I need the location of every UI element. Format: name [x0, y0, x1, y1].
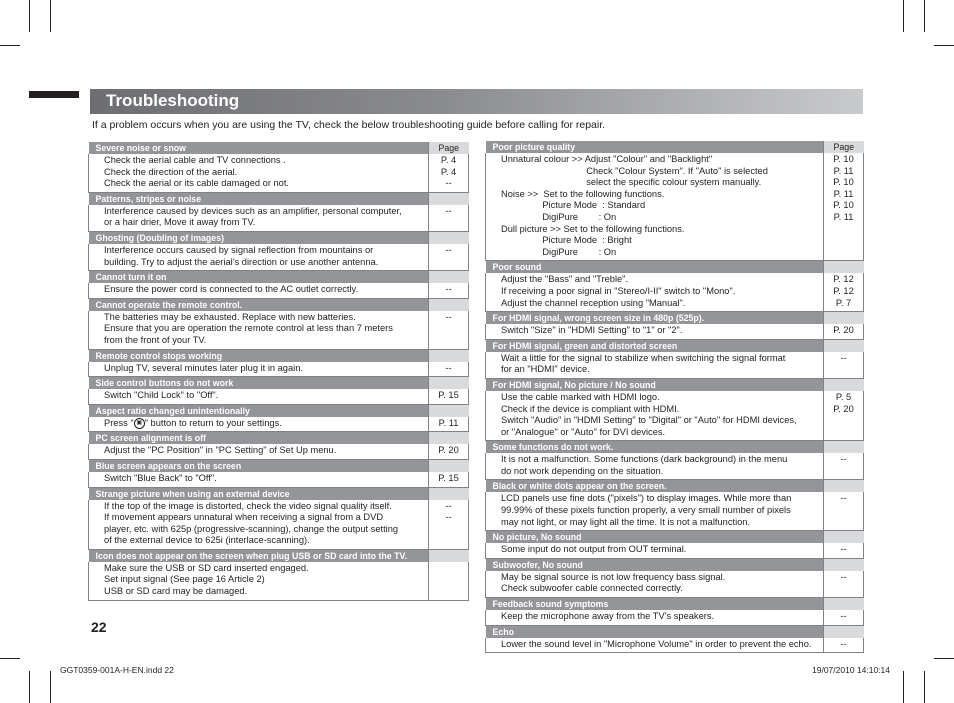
intro-text: If a problem occurs when you are using the TV, check the below troubleshooting guide before calling for repair. — [92, 119, 606, 131]
section-body-row — [486, 638, 864, 653]
page-ref: P. 20 — [438, 445, 459, 456]
section-body-row — [89, 244, 469, 271]
section-line: or a hair drier, Move it away from TV. — [104, 217, 256, 228]
section-body-row — [89, 362, 469, 377]
section-body-row — [89, 472, 469, 487]
crop-mark — [924, 0, 925, 32]
section-line: Switch "Size" in "HDMI Setting" to "1" or "2". — [501, 325, 683, 336]
page-ref: P. 11 — [833, 211, 854, 222]
section-header: Echo — [486, 625, 824, 638]
section-line: or "Analogue" or "Auto" for DVI devices. — [501, 426, 666, 437]
section-line: If the top of the image is distorted, check the video signal quality itself. — [104, 500, 392, 511]
section-header-page — [429, 377, 469, 390]
section-text — [486, 638, 824, 653]
section-header: Strange picture when using an external device — [89, 487, 429, 500]
section-header: For HDMI signal, No picture / No sound — [486, 378, 824, 391]
section-header: Patterns, stripes or noise — [89, 192, 429, 205]
section-header-row — [89, 404, 469, 417]
page-ref: P. 20 — [833, 325, 854, 336]
section-page-ref — [429, 562, 469, 600]
section-text — [89, 244, 429, 271]
page-ref: -- — [445, 205, 452, 216]
section-page-ref — [824, 273, 864, 311]
page-ref: -- — [445, 311, 452, 322]
section-header-row — [486, 441, 864, 454]
section-line: Press " ▣ " button to return to your settings. — [104, 417, 282, 428]
section-line: Lower the sound level in "Microphone Volume" in order to prevent the echo. — [501, 638, 812, 649]
section-body-row — [486, 571, 864, 598]
page-ref: -- — [840, 493, 847, 504]
section-header-page — [429, 192, 469, 205]
page-ref: -- — [445, 362, 452, 373]
section-text — [89, 500, 429, 550]
section-header-row — [486, 598, 864, 611]
section-line: Ensure that you are operation the remote control at less than 7 meters — [104, 323, 393, 334]
section-page-ref — [429, 283, 469, 298]
section-header-row — [89, 487, 469, 500]
section-header-row — [486, 625, 864, 638]
section-line: Ensure the power cord is connected to the AC outlet correctly. — [104, 284, 359, 295]
page-ref: P. 12 — [833, 274, 854, 285]
page-ref: P. 11 — [833, 165, 854, 176]
section-header: Poor sound — [486, 261, 824, 274]
section-text — [89, 417, 429, 432]
section-header: Black or white dots appear on the screen. — [486, 480, 824, 493]
section-line: If receiving a poor signal in "Stereo/I-II" switch to "Mono". — [501, 285, 736, 296]
section-line: Interference caused by devices such as an amplifier, personal computer, — [104, 205, 402, 216]
page-ref: -- — [840, 638, 847, 649]
section-header: No picture, No sound — [486, 531, 824, 544]
page-ref: P. 7 — [835, 297, 852, 308]
section-page-ref — [429, 500, 469, 550]
section-body-row — [486, 543, 864, 558]
page-title: Troubleshooting — [106, 91, 240, 110]
section-text — [89, 562, 429, 600]
section-line: of the external device to 625i (interlace-scanning). — [104, 535, 310, 546]
section-line: Unnatural colour >> Adjust "Colour" and "Backlight" — [501, 154, 713, 164]
section-header: Cannot turn it on — [89, 271, 429, 284]
crop-mark — [903, 671, 904, 703]
section-text — [486, 543, 824, 558]
section-line: LCD panels use fine dots ("pixels") to display images. While more than — [501, 493, 792, 504]
section-line: Dull picture >> Set to the following functions. — [501, 223, 685, 234]
section-text — [486, 610, 824, 625]
section-header-row — [486, 312, 864, 325]
section-body-row — [89, 500, 469, 550]
section-line: Switch "Blue Back" to "Off". — [104, 472, 217, 483]
section-line: 99.99% of these pixels function properly, a very small number of pixels — [501, 505, 791, 516]
crop-mark — [924, 671, 925, 703]
section-line: Adjust the "Bass" and "Treble". — [501, 274, 629, 285]
section-line: Picture Mode : Bright — [501, 235, 632, 246]
page-ref: -- — [840, 544, 847, 555]
section-body-row — [89, 154, 469, 192]
section-text — [89, 205, 429, 232]
section-page-ref — [429, 311, 469, 349]
section-header-page — [429, 349, 469, 362]
section-text — [486, 492, 824, 530]
section-page-ref — [824, 610, 864, 625]
section-body-row — [89, 444, 469, 459]
section-text — [89, 154, 429, 192]
section-header-row — [89, 432, 469, 445]
section-page-ref — [429, 362, 469, 377]
section-line: USB or SD card may be damaged. — [104, 586, 248, 597]
crop-mark — [29, 0, 30, 32]
section-header-page: Page — [429, 142, 469, 154]
section-line: Check the aerial cable and TV connections . — [104, 155, 286, 165]
section-line: DigiPure : On — [501, 211, 617, 222]
section-line: Check "Colour System". If "Auto" is selected — [501, 165, 768, 176]
section-page-ref — [824, 153, 864, 261]
section-body-row — [89, 205, 469, 232]
section-line: DigiPure : On — [501, 246, 617, 257]
footer-timestamp: 19/07/2010 14:10:14 — [812, 665, 890, 675]
section-line: Interference occurs caused by signal reflection from mountains or — [104, 244, 374, 255]
section-header-row — [89, 271, 469, 284]
page-ref: -- — [840, 352, 847, 363]
section-header-row — [89, 298, 469, 311]
crop-mark — [934, 658, 954, 659]
section-line: Check the direction of the aerial. — [104, 166, 238, 177]
section-header-page — [824, 625, 864, 638]
section-body-row — [486, 352, 864, 379]
section-tab-marker — [29, 91, 79, 98]
section-page-ref — [824, 571, 864, 598]
section-text — [89, 311, 429, 349]
section-header-row — [486, 339, 864, 352]
page-ref: P. 11 — [833, 188, 854, 199]
section-header-page — [429, 271, 469, 284]
section-header: Aspect ratio changed unintentionally — [89, 404, 429, 417]
section-header-page — [824, 261, 864, 274]
section-header-page — [824, 339, 864, 352]
section-page-ref — [429, 244, 469, 271]
left-troubleshooting-table — [88, 142, 469, 601]
section-line: Wait a little for the signal to stabilize when switching the signal format — [501, 352, 786, 363]
section-header-row — [486, 378, 864, 391]
section-text — [89, 472, 429, 487]
section-line: player, etc. with 625p (progressive-scanning), change the output setting — [104, 523, 399, 534]
section-page-ref — [824, 324, 864, 339]
section-header-row — [89, 192, 469, 205]
section-header-row — [486, 531, 864, 544]
crop-mark — [903, 0, 904, 32]
section-header-page — [824, 531, 864, 544]
section-line: Adjust the channel reception using "Manual". — [501, 297, 686, 308]
page-number: 22 — [91, 619, 107, 635]
page-ref: -- — [445, 178, 452, 189]
section-header-page — [824, 598, 864, 611]
crop-mark — [0, 45, 20, 46]
section-header-row — [89, 231, 469, 244]
section-page-ref — [429, 154, 469, 192]
footer-file-name: GGT0359-001A-H-EN.indd 22 — [60, 665, 174, 675]
section-header: Feedback sound symptoms — [486, 598, 824, 611]
section-line: do not work depending on the situation. — [501, 465, 664, 476]
page-ref: P. 4 — [440, 155, 457, 165]
page-ref: -- — [445, 500, 452, 511]
section-text — [89, 362, 429, 377]
section-body-row — [89, 417, 469, 432]
picture-size-button-icon: ▣ — [134, 418, 145, 429]
section-header: Cannot operate the remote control. — [89, 298, 429, 311]
section-line: Switch "Audio" in "HDMI Setting" to "Digital" or "Auto" for HDMI devices, — [501, 415, 797, 426]
left-table-body — [89, 142, 469, 600]
section-text — [486, 273, 824, 311]
section-line: may not light, or may light all the time. It is not a malfunction. — [501, 516, 751, 527]
section-body-row — [486, 453, 864, 480]
section-header: For HDMI signal, green and distorted screen — [486, 339, 824, 352]
section-line: Set input signal (See page 16 Article 2) — [104, 574, 265, 585]
section-text — [89, 389, 429, 404]
section-line: Switch "Child Lock" to "Off". — [104, 390, 219, 401]
crop-mark — [50, 0, 51, 32]
right-table-body — [486, 141, 864, 653]
section-header: Severe noise or snow — [89, 142, 429, 154]
section-text — [89, 283, 429, 298]
section-line: for an "HDMI" device. — [501, 364, 590, 375]
section-header: Side control buttons do not work — [89, 377, 429, 390]
section-line: Some input do not output from OUT terminal. — [501, 544, 687, 555]
section-header-page — [824, 558, 864, 571]
section-body-row — [486, 492, 864, 530]
section-header: Blue screen appears on the screen — [89, 459, 429, 472]
section-line: The batteries may be exhausted. Replace with new batteries. — [104, 311, 356, 322]
section-body-row — [89, 562, 469, 600]
section-body-row — [89, 311, 469, 349]
section-header-row — [89, 377, 469, 390]
page-ref: -- — [445, 244, 452, 255]
section-body-row — [486, 273, 864, 311]
page-ref: P. 4 — [440, 166, 457, 177]
section-line: building. Try to adjust the aerial’s direction or use another antenna. — [104, 256, 379, 267]
crop-mark — [934, 45, 954, 46]
page-ref: -- — [840, 454, 847, 465]
section-header: For HDMI signal, wrong screen size in 480p (525p). — [486, 312, 824, 325]
page-ref: P. 10 — [833, 177, 854, 188]
section-body-row — [486, 153, 864, 261]
section-header-page — [429, 432, 469, 445]
section-line: Check if the device is compliant with HDMI. — [501, 403, 680, 414]
crop-mark — [29, 671, 30, 703]
section-page-ref — [824, 543, 864, 558]
section-header-row — [486, 558, 864, 571]
crop-mark — [0, 658, 20, 659]
section-text — [486, 352, 824, 379]
page-ref: P. 5 — [835, 391, 852, 402]
section-header-page — [429, 459, 469, 472]
section-page-ref — [824, 638, 864, 653]
section-text — [486, 571, 824, 598]
section-page-ref — [824, 492, 864, 530]
section-header-row — [89, 349, 469, 362]
section-line: Keep the microphone away from the TV’s speakers. — [501, 611, 715, 622]
section-header: Remote control stops working — [89, 349, 429, 362]
section-header-page — [824, 378, 864, 391]
right-troubleshooting-table — [485, 141, 864, 653]
section-header-page — [429, 487, 469, 500]
section-header-page — [429, 298, 469, 311]
section-page-ref — [429, 417, 469, 432]
section-page-ref — [429, 205, 469, 232]
section-page-ref — [824, 391, 864, 441]
section-line: Make sure the USB or SD card inserted engaged. — [104, 562, 309, 573]
page-ref: -- — [445, 284, 452, 295]
section-header-row — [486, 261, 864, 274]
section-line: Noise >> Set to the following functions. — [501, 188, 665, 199]
section-header-page — [429, 549, 469, 562]
page-ref: -- — [840, 611, 847, 622]
section-header: Poor picture quality — [486, 141, 824, 153]
section-line: It is not a malfunction. Some functions (dark background) in the menu — [501, 454, 788, 465]
section-body-row — [486, 610, 864, 625]
section-line: Check subwoofer cable connected correctly. — [501, 583, 683, 594]
section-header-page — [429, 404, 469, 417]
page-ref: -- — [840, 571, 847, 582]
section-text — [486, 453, 824, 480]
section-text — [486, 324, 824, 339]
section-line: from the front of your TV. — [104, 334, 207, 345]
page-ref: P. 11 — [438, 417, 459, 428]
title-bar — [90, 89, 863, 114]
section-line: Adjust the "PC Position" in "PC Setting" of Set Up menu. — [104, 445, 337, 456]
page-ref: -- — [445, 512, 452, 523]
section-header-page: Page — [824, 141, 864, 153]
section-header-row — [89, 459, 469, 472]
section-header: Some functions do not work. — [486, 441, 824, 454]
section-line: select the specific colour system manually. — [501, 177, 762, 188]
section-line: Check the aerial or its cable damaged or not. — [104, 178, 290, 189]
section-header: Ghosting (Doubling of images) — [89, 231, 429, 244]
section-body-row — [89, 389, 469, 404]
section-text — [89, 444, 429, 459]
section-line: Use the cable marked with HDMI logo. — [501, 391, 660, 402]
section-header: PC screen alignment is off — [89, 432, 429, 445]
section-header-page — [824, 441, 864, 454]
section-header-row — [89, 549, 469, 562]
section-header: Icon does not appear on the screen when plug USB or SD card into the TV. — [89, 549, 429, 562]
section-header-page — [824, 480, 864, 493]
section-line: Unplug TV, several minutes later plug it in again. — [104, 362, 303, 373]
section-page-ref — [824, 352, 864, 379]
section-header-page — [824, 312, 864, 325]
page-ref: P. 15 — [438, 390, 459, 401]
page-ref: P. 15 — [438, 472, 459, 483]
section-header-row — [486, 480, 864, 493]
section-page-ref — [429, 389, 469, 404]
section-page-ref — [429, 472, 469, 487]
section-header-page — [429, 231, 469, 244]
section-header-row — [486, 141, 864, 153]
section-text — [486, 391, 824, 441]
section-line: May be signal source is not low frequency bass signal. — [501, 571, 726, 582]
section-body-row — [486, 324, 864, 339]
crop-mark — [50, 671, 51, 703]
page-ref: P. 12 — [833, 285, 854, 296]
section-body-row — [89, 283, 469, 298]
section-page-ref — [824, 453, 864, 480]
section-body-row — [486, 391, 864, 441]
page-ref: P. 10 — [833, 154, 854, 164]
section-header-row — [89, 142, 469, 154]
section-line: If movement appears unnatural when receiving a signal from a DVD — [104, 512, 384, 523]
section-text — [486, 153, 824, 261]
section-line: Picture Mode : Standard — [501, 200, 646, 211]
page-ref: P. 10 — [833, 200, 854, 211]
page-ref: P. 20 — [833, 403, 854, 414]
section-header: Subwoofer, No sound — [486, 558, 824, 571]
section-page-ref — [429, 444, 469, 459]
